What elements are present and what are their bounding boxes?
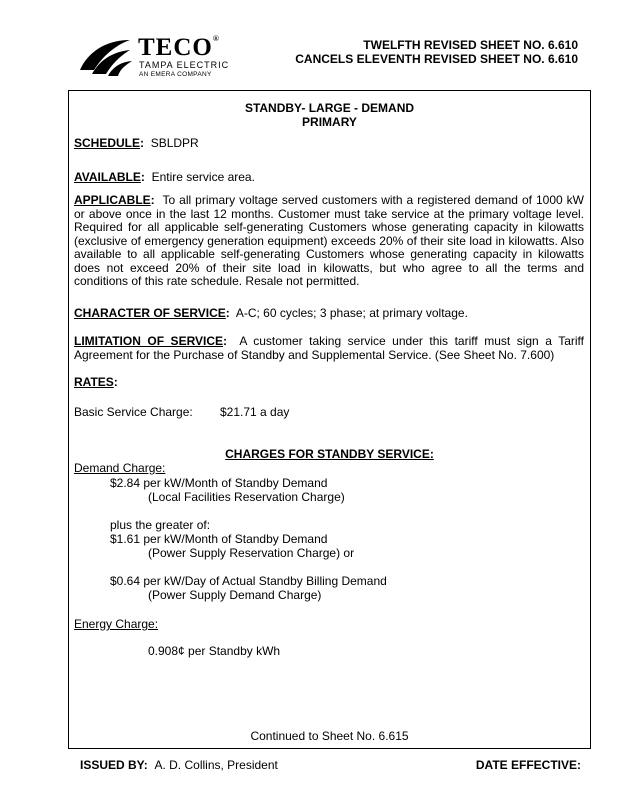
sheet-cancels: CANCELS ELEVENTH REVISED SHEET NO. 6.610	[295, 52, 578, 66]
applicable-section	[74, 194, 584, 289]
character-colon: :	[225, 306, 230, 320]
demand-charge-label: Demand Charge:	[74, 461, 166, 475]
rates-section	[74, 376, 584, 390]
standby-heading: CHARGES FOR STANDBY SERVICE:	[225, 447, 434, 461]
available-colon: :	[140, 170, 145, 184]
character-value: A-C; 60 cycles; 3 phase; at primary voltage.	[235, 306, 468, 320]
limitation-colon: :	[223, 334, 228, 348]
energy-charge-label: Energy Charge:	[74, 617, 159, 631]
tariff-frame	[68, 90, 591, 749]
schedule-value: SBLDPR	[150, 136, 199, 150]
rates-label: RATES	[74, 375, 114, 389]
rates-colon: :	[113, 375, 118, 389]
schedule-section	[74, 137, 584, 151]
demand-line-1: $2.84 per kW/Month of Standby Demand	[110, 476, 328, 490]
limitation-section	[74, 335, 584, 362]
applicable-text: To all primary voltage served customers with a registered demand of 1000 kW or above once in the last 12 months. Customer must take service at the primary voltage level. Required for all applicable self-generating Customers whose generating capacity in kilowatts (exclusive of emergency generation equipment) exceeds 20% of their site load in kilowatts. Also available to all applicable self-generating Customers whose generating capacity in kilowatts does not exceed 20% of their site load in kilowatts, but who agree to all the terms and conditions of this rate schedule. Resale not permitted.	[74, 193, 584, 288]
character-section	[74, 307, 584, 321]
issued-by-label: ISSUED BY:	[80, 758, 148, 772]
available-value: Entire service area.	[151, 170, 255, 184]
demand-line-1-note: (Local Facilities Reservation Charge)	[148, 490, 345, 504]
continued-note: Continued to Sheet No. 6.615	[250, 729, 409, 743]
available-section	[74, 171, 584, 185]
title-line-2: PRIMARY	[302, 115, 357, 129]
schedule-colon: :	[140, 136, 145, 150]
date-effective-label: DATE EFFECTIVE:	[475, 758, 581, 772]
page-title	[69, 101, 590, 129]
demand-plus: plus the greater of:	[110, 518, 211, 532]
logo-subtitle: TAMPA ELECTRIC	[139, 60, 230, 70]
energy-charge-value: 0.908¢ per Standby kWh	[148, 644, 281, 658]
logo-tagline: AN EMERA COMPANY	[139, 71, 212, 78]
applicable-colon: :	[150, 193, 155, 207]
limitation-text: A customer taking service under this tariff must sign a Tariff Agreement for the Purchase of Standby and Supplemental Service. (See Sheet No. 7.600)	[74, 334, 585, 362]
character-label: CHARACTER OF SERVICE	[74, 306, 226, 320]
sheet-number-block	[295, 38, 578, 66]
basic-service-value: $21.71 a day	[220, 405, 290, 419]
available-label: AVAILABLE	[74, 170, 141, 184]
demand-line-3: $0.64 per kW/Day of Actual Standby Billing Demand	[110, 574, 387, 588]
limitation-label: LIMITATION OF SERVICE	[74, 334, 224, 348]
schedule-label: SCHEDULE	[74, 136, 141, 150]
demand-line-3-note: (Power Supply Demand Charge)	[148, 588, 322, 602]
company-logo	[78, 34, 248, 82]
title-line-1: STANDBY- LARGE - DEMAND	[244, 101, 415, 115]
applicable-label: APPLICABLE	[74, 193, 151, 207]
logo-brand: TECO®	[138, 34, 220, 61]
teco-swoosh-icon	[78, 34, 136, 80]
demand-line-2-note: (Power Supply Reservation Charge) or	[148, 546, 355, 560]
sheet-revised: TWELFTH REVISED SHEET NO. 6.610	[363, 38, 578, 52]
issued-by	[80, 758, 278, 772]
issued-by-value: A. D. Collins, President	[154, 758, 278, 772]
basic-service-label: Basic Service Charge:	[74, 405, 193, 419]
demand-line-2: $1.61 per kW/Month of Standby Demand	[110, 532, 328, 546]
